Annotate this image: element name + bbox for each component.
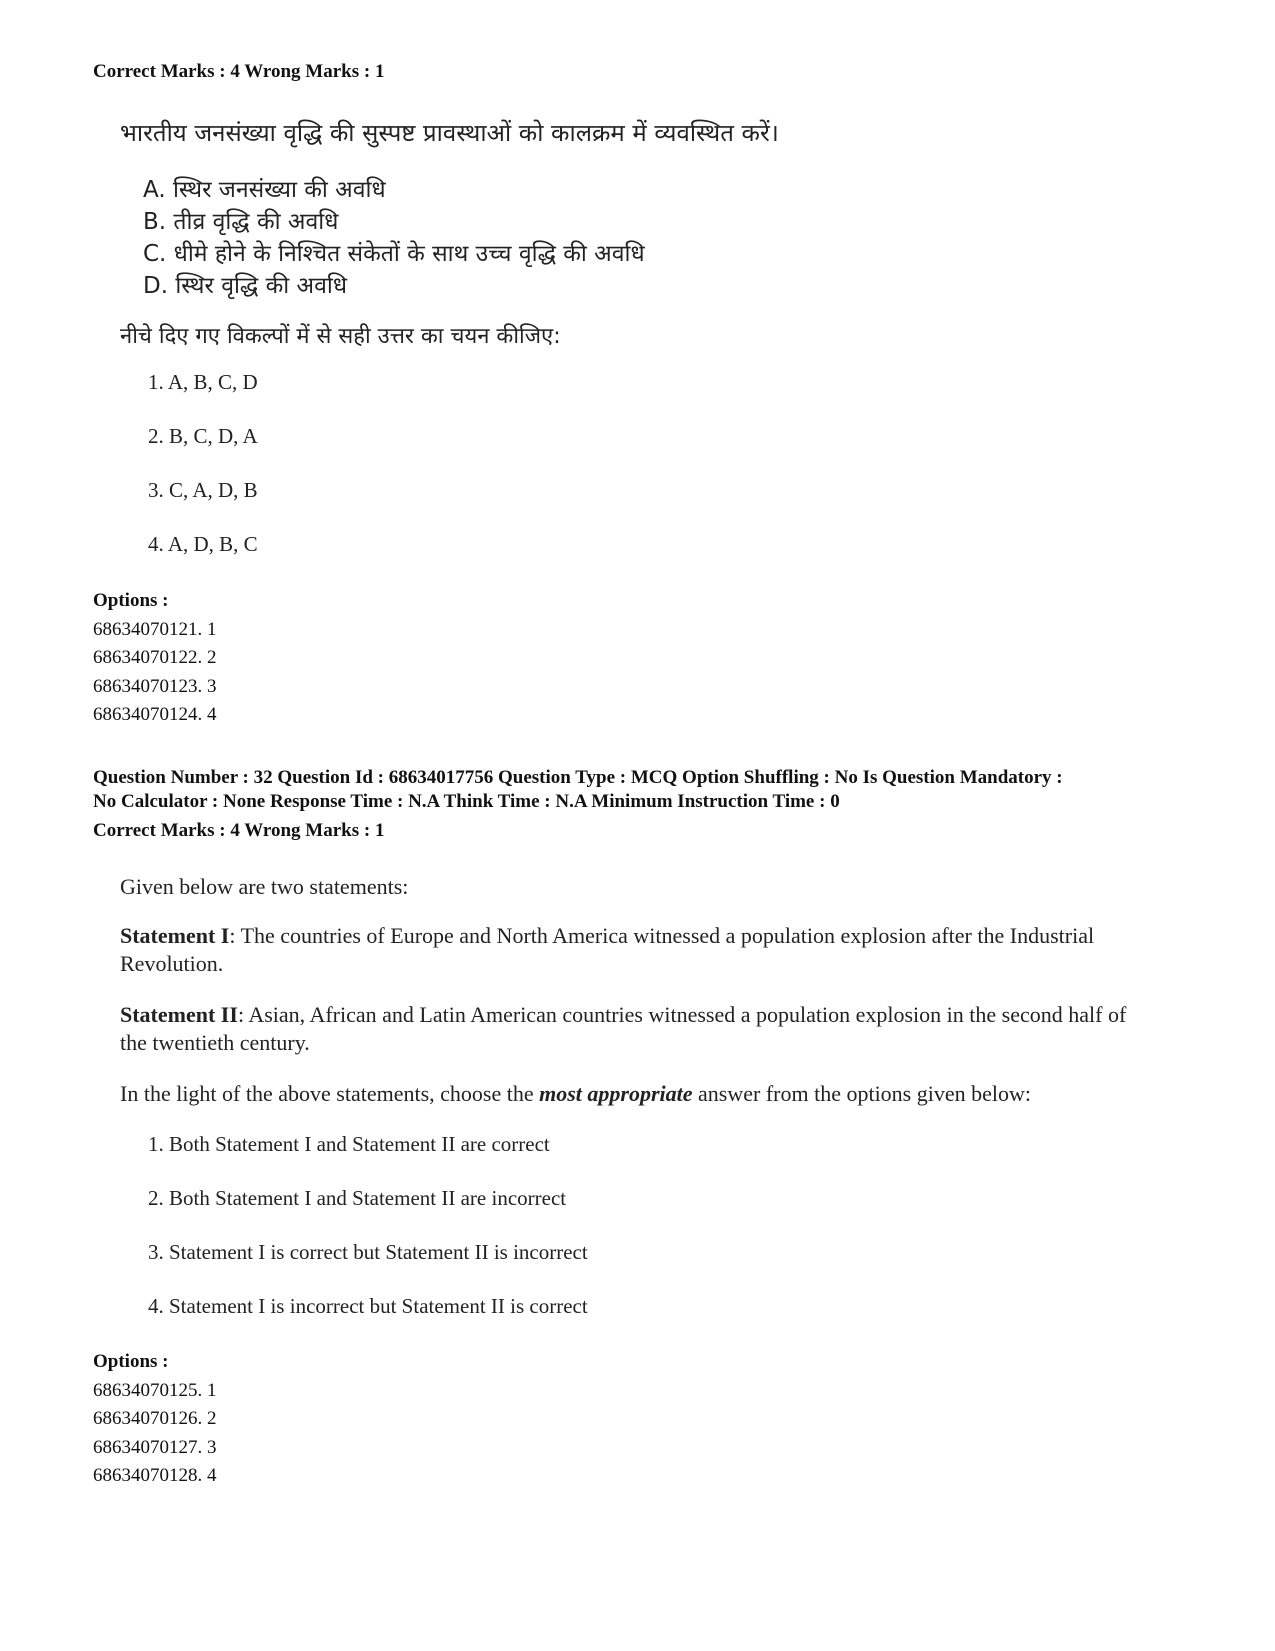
q31-item-c: C. धीमे होने के निश्चित संकेतों के साथ उच्च वृद्धि की अवधि	[143, 241, 645, 267]
q31-option-2: 68634070122. 2	[93, 647, 217, 668]
statement-2-text: : Asian, African and Latin American countries witnessed a population explosion in the second half of the twentieth century.	[120, 1002, 1127, 1055]
q31-item-d: D. स्थिर वृद्धि की अवधि	[143, 273, 348, 299]
q31-choice-4: 4. A, D, B, C	[148, 532, 258, 556]
q32-options-label: Options :	[93, 1351, 169, 1372]
prompt-before: In the light of the above statements, choose the	[120, 1081, 540, 1106]
q31-option-3: 68634070123. 3	[93, 676, 217, 697]
q32-statement-2	[120, 1001, 1140, 1057]
q32-option-1: 68634070125. 1	[93, 1380, 217, 1401]
q32-choice-2: 2. Both Statement I and Statement II are incorrect	[148, 1186, 567, 1210]
q31-option-4: 68634070124. 4	[93, 704, 217, 725]
q32-option-2: 68634070126. 2	[93, 1408, 217, 1429]
q32-header-line2: No Calculator : None Response Time : N.A Think Time : N.A Minimum Instruction Time : 0	[93, 791, 840, 812]
q32-marks: Correct Marks : 4 Wrong Marks : 1	[93, 820, 385, 841]
q32-option-3: 68634070127. 3	[93, 1437, 217, 1458]
q31-instruction: नीचे दिए गए विकल्पों में से सही उत्तर का चयन कीजिए:	[120, 324, 561, 349]
q31-options-label: Options :	[93, 590, 169, 611]
q32-header-line1: Question Number : 32 Question Id : 68634017756 Question Type : MCQ Option Shuffling : No Is Question Mandatory :	[93, 767, 1063, 788]
prompt-emphasis: most appropriate	[539, 1081, 693, 1106]
statement-2-label: Statement II	[120, 1002, 238, 1027]
q31-option-1: 68634070121. 1	[93, 619, 217, 640]
q31-choice-3: 3. C, A, D, B	[148, 478, 258, 502]
q31-question-text: भारतीय जनसंख्या वृद्धि की सुस्पष्ट प्रावस्थाओं को कालक्रम में व्यवस्थित करें।	[120, 119, 779, 147]
statement-1-label: Statement I	[120, 923, 230, 948]
q31-choice-2: 2. B, C, D, A	[148, 424, 258, 448]
q32-choice-1: 1. Both Statement I and Statement II are correct	[148, 1132, 550, 1156]
q31-choice-1: 1. A, B, C, D	[148, 370, 258, 394]
q31-item-b: B. तीव्र वृद्धि की अवधि	[143, 209, 339, 235]
q31-marks: Correct Marks : 4 Wrong Marks : 1	[93, 61, 385, 82]
q32-choice-3: 3. Statement I is correct but Statement II is incorrect	[148, 1240, 588, 1264]
q32-choice-4: 4. Statement I is incorrect but Statement II is correct	[148, 1294, 588, 1318]
q32-intro: Given below are two statements:	[120, 874, 409, 899]
q32-prompt	[120, 1080, 1031, 1108]
prompt-after: answer from the options given below:	[692, 1081, 1032, 1106]
statement-1-text: : The countries of Europe and North America witnessed a population explosion after the Industrial Revolution.	[120, 923, 1095, 976]
q32-option-4: 68634070128. 4	[93, 1465, 217, 1486]
q31-item-a: A. स्थिर जनसंख्या की अवधि	[143, 177, 386, 203]
q32-statement-1	[120, 922, 1180, 978]
